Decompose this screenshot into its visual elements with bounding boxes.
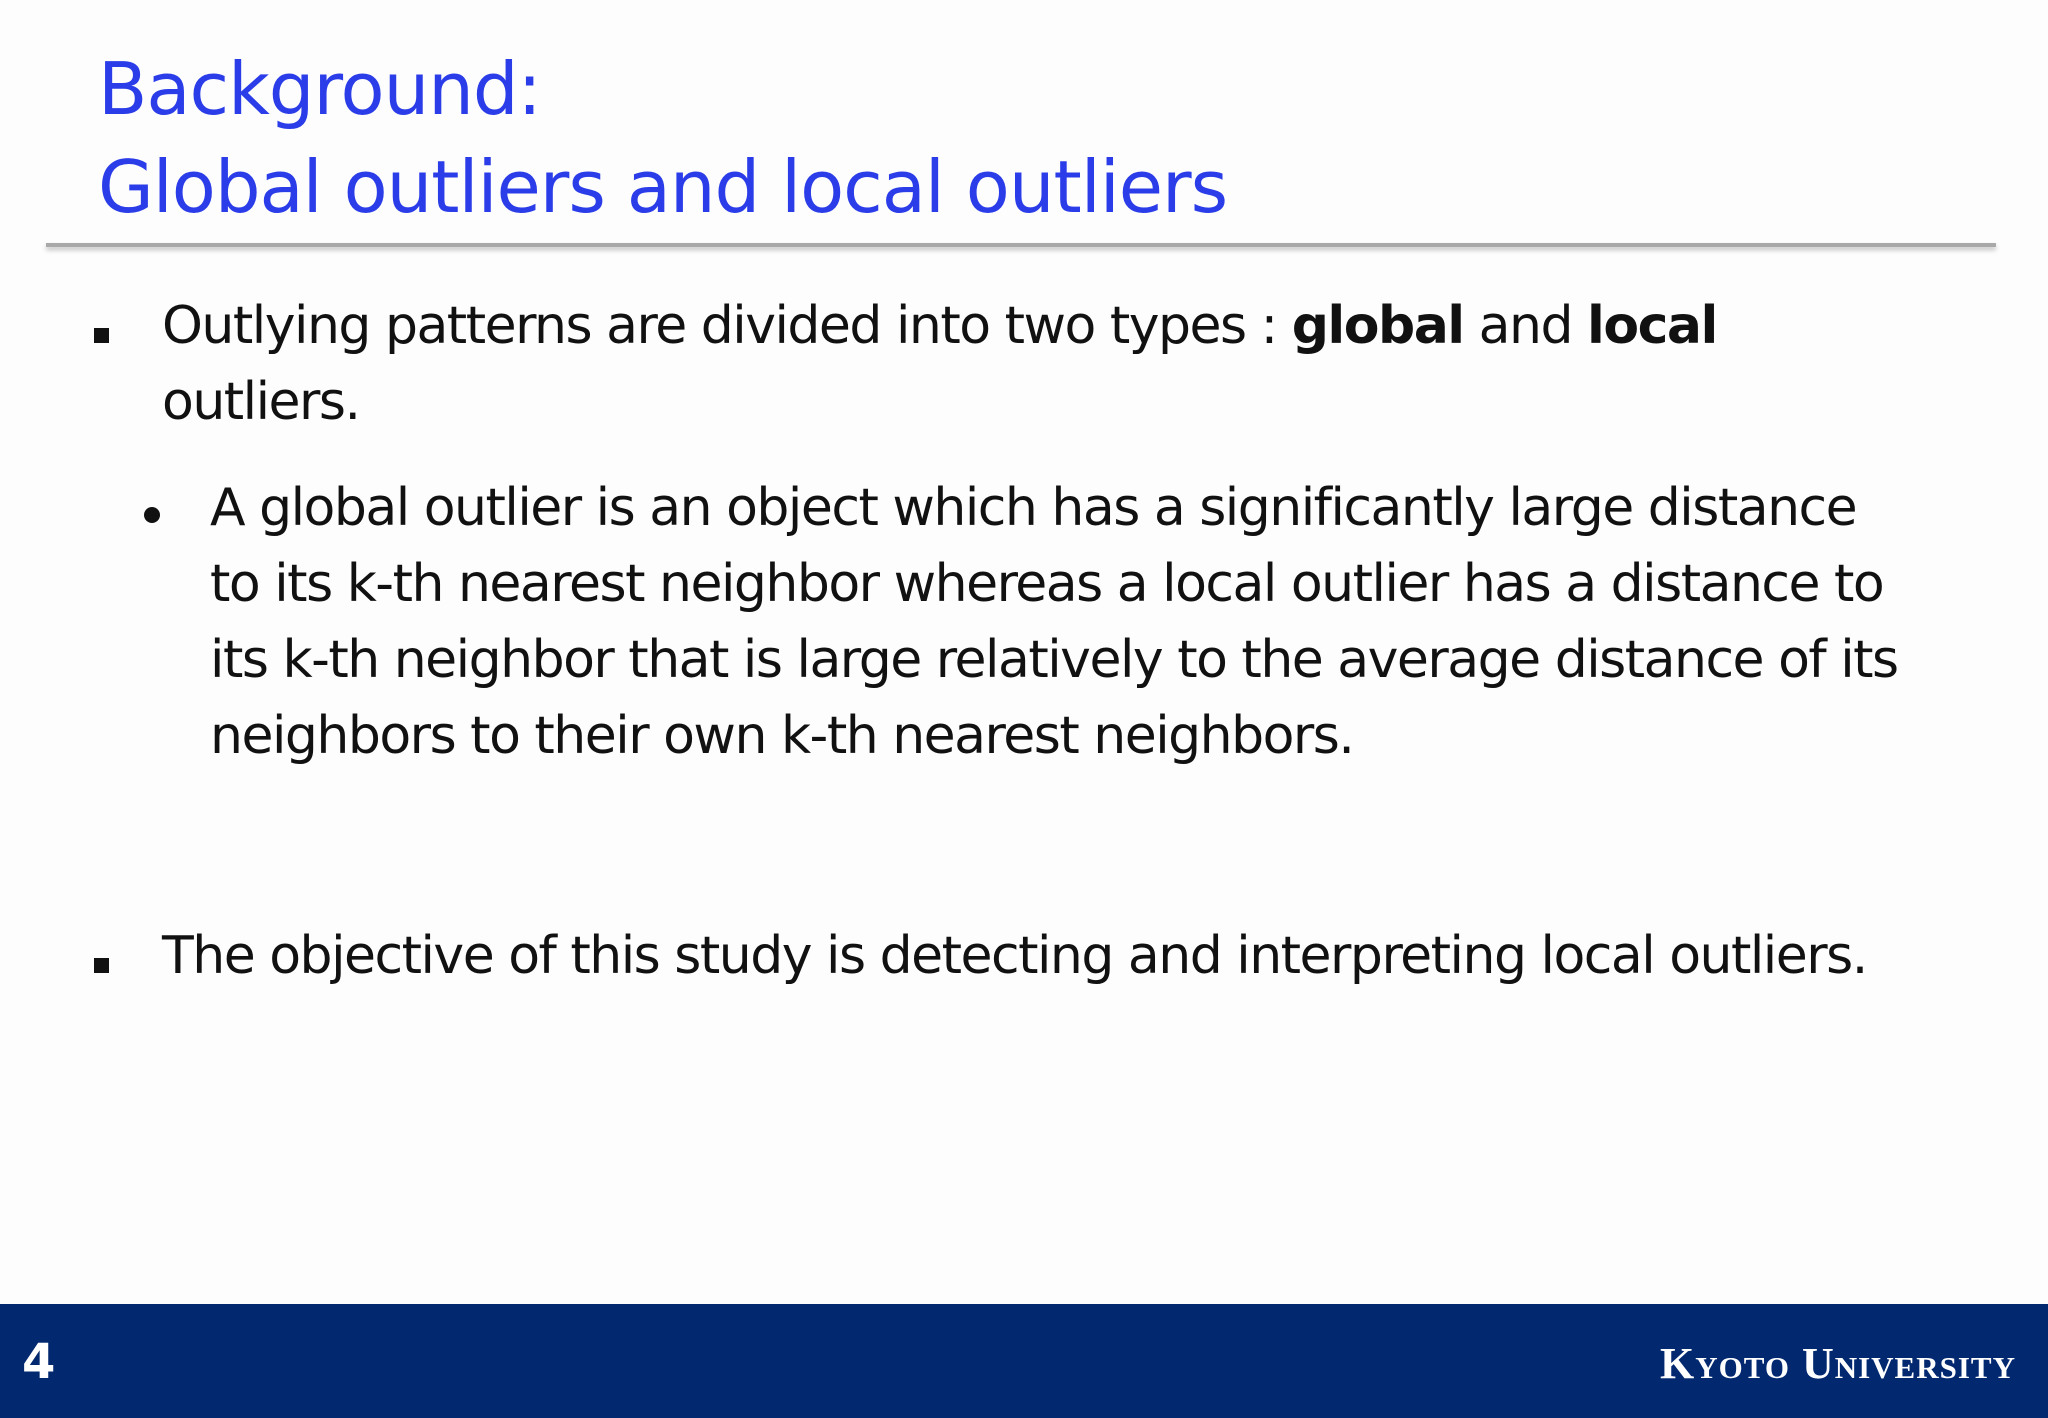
round-bullet-icon (144, 507, 160, 523)
bullet-2-text (162, 918, 1867, 994)
footer-bar (0, 1304, 2048, 1418)
title-line-1: Background: (98, 47, 541, 131)
square-bullet-icon (94, 328, 109, 343)
bullet-1-line-2: outliers. (162, 372, 360, 432)
sub-bullet-line-3: its k-th neighbor that is large relatively to the average distance of its (210, 630, 1898, 690)
sub-bullet-line-4: neighbors to their own k-th nearest neighbors. (210, 706, 1354, 766)
square-bullet-icon (94, 958, 109, 973)
sub-bullet-line-2: to its k-th nearest neighbor whereas a local outlier has a distance to (210, 554, 1884, 614)
slide-title (98, 40, 1948, 236)
bullet-1-line-1 (162, 288, 1717, 364)
kyoto-university-logo-text: Kyoto University (1659, 1339, 2016, 1388)
bullet-1-bold-global: global (1291, 296, 1464, 356)
title-line-2: Global outliers and local outliers (98, 145, 1228, 229)
title-divider (46, 243, 1996, 247)
sub-bullet-text (210, 470, 1898, 774)
bullet-1-bold-local: local (1587, 296, 1717, 356)
sub-bullet-line-1: A global outlier is an object which has a significantly large distance (210, 478, 1857, 538)
page-number: 4 (22, 1334, 56, 1390)
bullet-2-line-1: The objective of this study is detecting and interpreting local outliers. (162, 926, 1867, 986)
bullet-1-prefix: Outlying patterns are divided into two types : (162, 296, 1292, 356)
bullet-1-text (162, 288, 1717, 440)
bullet-1-middle: and (1463, 296, 1588, 356)
